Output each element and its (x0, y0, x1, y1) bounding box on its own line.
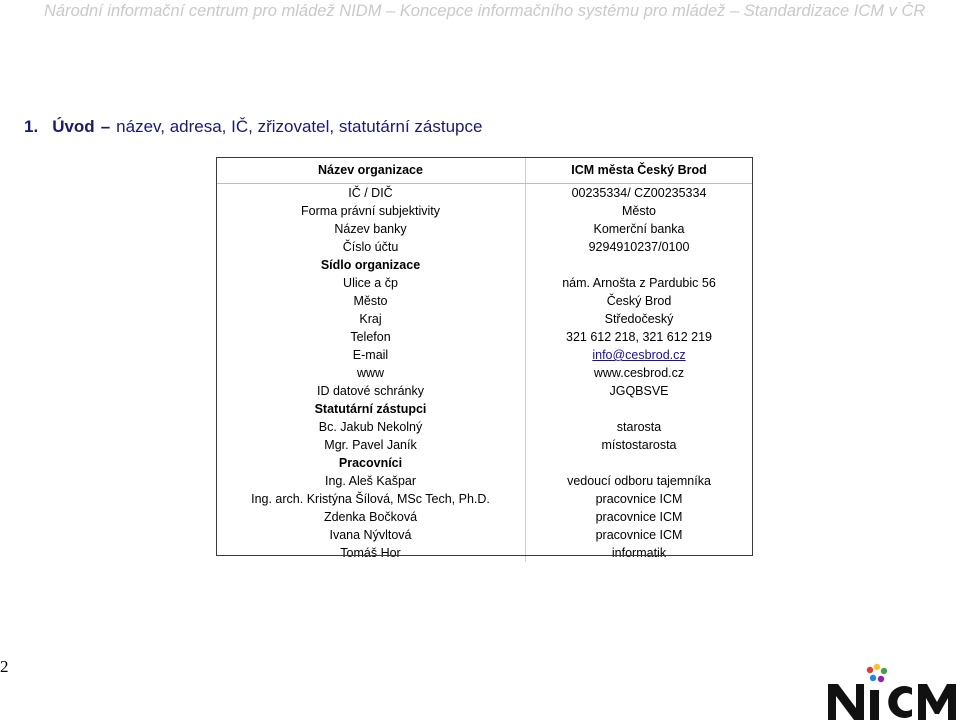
row-value (526, 256, 753, 274)
table-row (216, 202, 752, 220)
table-row (216, 238, 752, 256)
table-row (216, 184, 752, 203)
table-row (216, 454, 752, 472)
header-label: Název organizace (216, 157, 526, 184)
table-row (216, 418, 752, 436)
row-value: pracovnice ICM (595, 528, 683, 542)
section-dash: – (100, 117, 111, 136)
row-label: Tomáš Hor (216, 544, 526, 562)
row-value (526, 346, 753, 364)
table-row (216, 436, 752, 454)
row-value: Středočeský (604, 312, 674, 326)
table-row (216, 364, 752, 382)
row-label: E-mail (216, 346, 526, 364)
row-value: informatik (611, 546, 667, 560)
section-title: Úvod (52, 117, 95, 136)
row-label: Mgr. Pavel Janík (216, 436, 526, 454)
header-value: ICM města Český Brod (526, 157, 753, 184)
table-row (216, 508, 752, 526)
row-label: Forma právní subjektivity (216, 202, 526, 220)
row-label: Ulice a čp (216, 274, 526, 292)
row-label: Pracovníci (216, 454, 526, 472)
table-row (216, 472, 752, 490)
row-label: Název banky (216, 220, 526, 238)
table-header-row (216, 157, 752, 184)
table-row (216, 220, 752, 238)
table-row (216, 292, 752, 310)
table-row (216, 526, 752, 544)
table-row (216, 400, 752, 418)
row-label: Statutární zástupci (216, 400, 526, 418)
row-value: vedoucí odboru tajemníka (567, 474, 711, 488)
row-label: Zdenka Bočková (216, 508, 526, 526)
organization-table-body (216, 157, 752, 562)
row-label: Sídlo organizace (216, 256, 526, 274)
row-label: ID datové schránky (216, 382, 526, 400)
row-value: Český Brod (606, 294, 672, 308)
section-subtitle: název, adresa, IČ, zřizovatel, statutární zástupce (116, 117, 483, 136)
row-value: nám. Arnošta z Pardubic 56 (562, 276, 716, 290)
page-number: 2 (0, 657, 9, 676)
row-value: starosta (616, 420, 662, 434)
row-value: Komerční banka (593, 222, 685, 236)
row-label: Ing. arch. Kristýna Šílová, MSc Tech, Ph.D. (216, 490, 526, 508)
table-row (216, 490, 752, 508)
row-label: Město (216, 292, 526, 310)
row-value (526, 400, 753, 418)
row-value: 00235334/ CZ00235334 (571, 186, 707, 200)
row-value: 321 612 218, 321 612 219 (566, 330, 712, 344)
organization-table (216, 157, 752, 562)
row-label: Ivana Nývltová (216, 526, 526, 544)
section-number: 1. (24, 117, 39, 136)
row-value: JGQBSVE (609, 384, 669, 398)
table-row (216, 310, 752, 328)
row-value: pracovnice ICM (595, 510, 683, 524)
nicm-logo (826, 662, 960, 722)
section-heading (24, 117, 482, 137)
row-label: Telefon (216, 328, 526, 346)
row-label: www (216, 364, 526, 382)
row-label: Bc. Jakub Nekolný (216, 418, 526, 436)
row-value: www.cesbrod.cz (593, 366, 685, 380)
row-label: Kraj (216, 310, 526, 328)
running-header: Národní informační centrum pro mládež NIDM – Koncepce informačního systému pro mládež – Standardizace ICM v ČR (44, 2, 926, 20)
table-row (216, 274, 752, 292)
table-row (216, 382, 752, 400)
email-link[interactable]: info@cesbrod.cz (592, 348, 686, 362)
table-row (216, 346, 752, 364)
row-label: IČ / DIČ (216, 184, 526, 203)
row-value: pracovnice ICM (595, 492, 683, 506)
table-row (216, 544, 752, 562)
row-value: Město (621, 204, 657, 218)
row-label: Číslo účtu (216, 238, 526, 256)
table-row (216, 328, 752, 346)
row-value: 9294910237/0100 (588, 240, 690, 254)
row-value (526, 454, 753, 472)
row-label: Ing. Aleš Kašpar (216, 472, 526, 490)
row-value: místostarosta (601, 438, 677, 452)
table-row (216, 256, 752, 274)
